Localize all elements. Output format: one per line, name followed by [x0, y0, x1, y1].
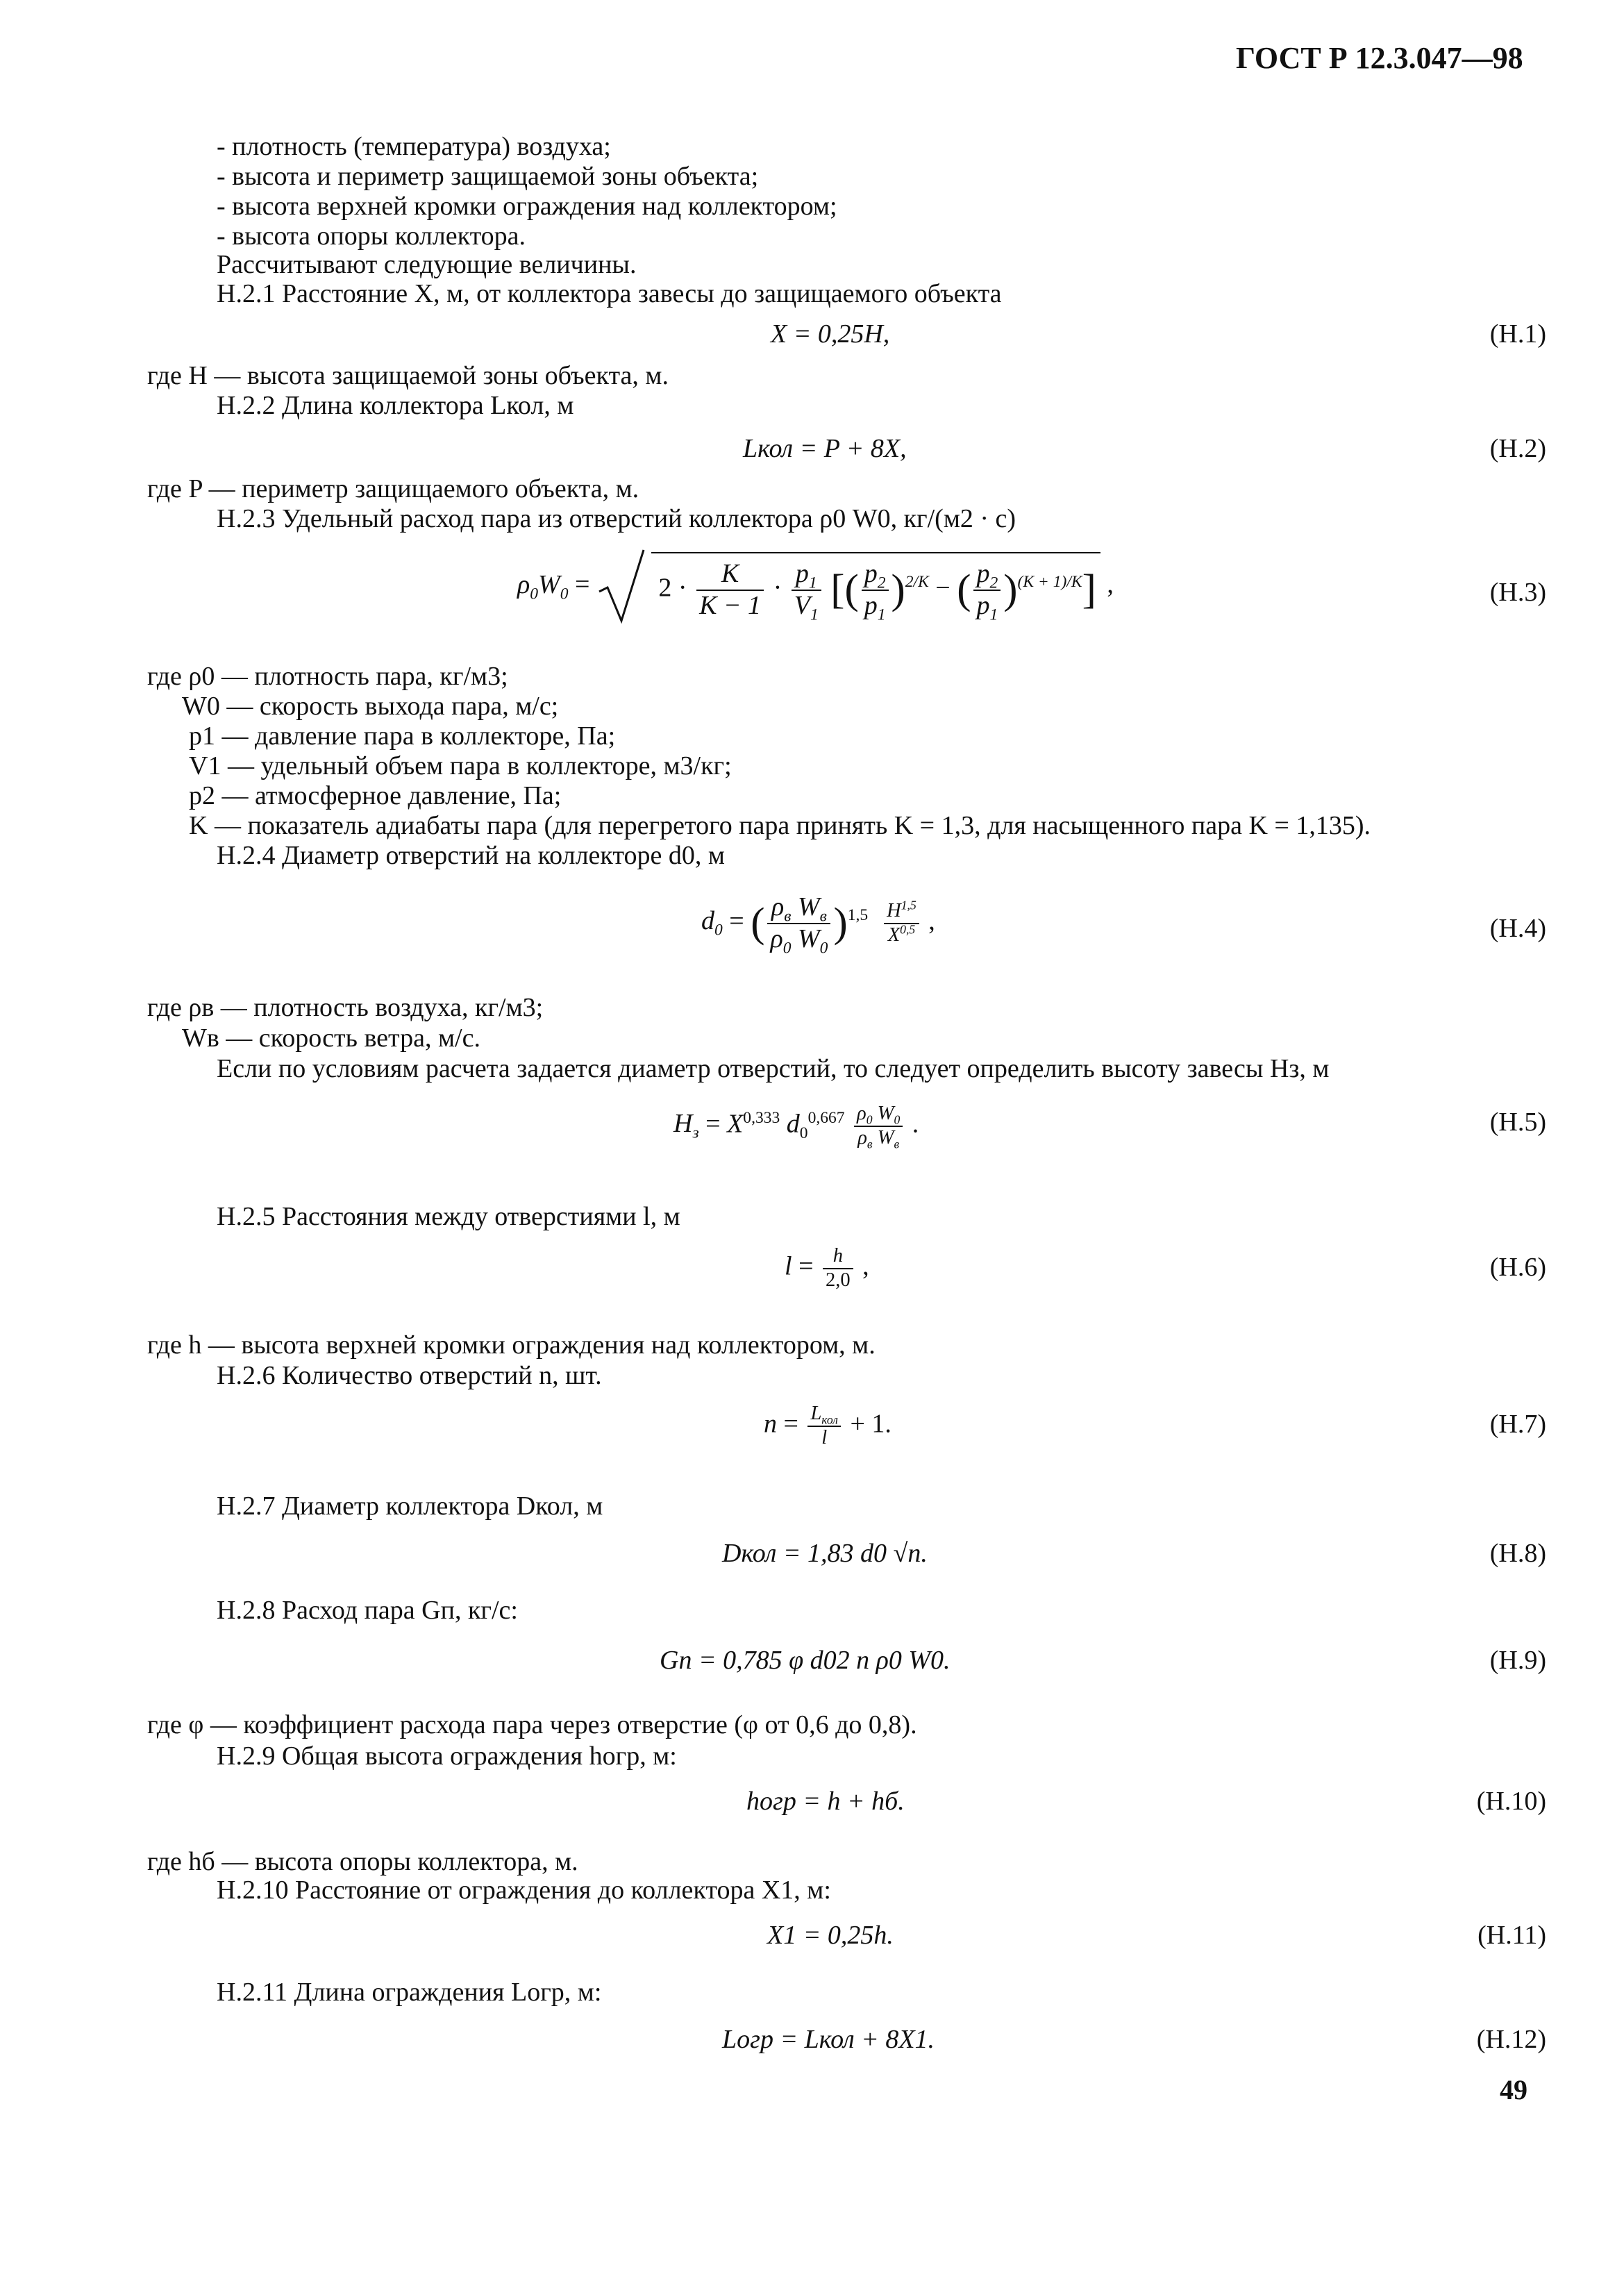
formula-h8: Dкол = 1,83 d0 √n. [722, 1539, 928, 1568]
section-heading: Н.2.2 Длина коллектора Lкол, м [217, 391, 574, 420]
definition: где hб — высота опоры коллектора, м. [147, 1847, 578, 1876]
formula-h6: l = $\frac{h}{2,0}$ , [785, 1245, 869, 1291]
section-heading: Н.2.5 Расстояния между отверстиями l, м [217, 1202, 680, 1231]
equation-number: (Н.6) [1489, 1253, 1546, 1282]
equation-number: (Н.8) [1489, 1539, 1546, 1568]
definition: Wв — скорость ветра, м/с. [182, 1024, 480, 1053]
definition: где P — периметр защищаемого объекта, м. [147, 474, 639, 503]
section-heading: Н.2.7 Диаметр коллектора Dкол, м [217, 1492, 603, 1521]
definition: где ρв — плотность воздуха, кг/м3; [147, 993, 544, 1022]
section-heading: Н.2.3 Удельный расход пара из отверстий коллектора ρ0 W0, кг/(м2 · с) [217, 504, 1016, 533]
definition: где H — высота защищаемой зоны объекта, м. [147, 361, 669, 390]
equation-number: (Н.1) [1489, 319, 1546, 349]
section-heading: Н.2.9 Общая высота ограждения hогр, м: [217, 1742, 677, 1771]
definition: где φ — коэффициент расхода пара через отверстие (φ от 0,6 до 0,8). [147, 1710, 917, 1739]
equation-number: (Н.7) [1489, 1410, 1546, 1439]
definition: p2 — атмосферное давление, Па; [189, 781, 562, 810]
equation-number: (Н.9) [1489, 1646, 1546, 1675]
formula-h4: $d_0$ = ( $\frac{\rho_в W_в}{\rho_0 W_0}$ )$^{1,5}$ $\frac{H^{1,5}}{X^{0,5}}$ , [701, 892, 935, 958]
formula-h7: n = $\frac{L_{кол}}{l}$ + 1. [764, 1403, 891, 1448]
document-header: ГОСТ Р 12.3.047—98 [1236, 41, 1523, 75]
paragraph: Если по условиям расчета задается диаметр отверстий, то следует определить высоту завесы Hз, м [217, 1054, 1330, 1083]
definition: p1 — давление пара в коллекторе, Па; [189, 721, 616, 751]
definition: где h — высота верхней кромки ограждения над коллектором, м. [147, 1330, 876, 1360]
definition: V1 — удельный объем пара в коллекторе, м3/кг; [189, 751, 732, 780]
formula-h5: $H_з = X^{0,333}$ $d_0^{0,667}$ $\frac{\rho_0 W_0}{\rho_в W_в}$ . [673, 1103, 919, 1151]
section-heading: Н.2.6 Количество отверстий n, шт. [217, 1361, 602, 1390]
equation-number: (Н.10) [1476, 1787, 1546, 1816]
list-item: - высота верхней кромки ограждения над коллектором; [217, 192, 837, 221]
list-item: - высота и периметр защищаемой зоны объекта; [217, 162, 759, 191]
list-item: - плотность (температура) воздуха; [217, 132, 611, 161]
formula-h10: hогр = h + hб. [746, 1787, 905, 1816]
equation-number: (Н.3) [1489, 578, 1546, 607]
page-number: 49 [1500, 2074, 1527, 2105]
paragraph: Рассчитывают следующие величины. [217, 250, 637, 279]
sqrt-sign: 2 · $\frac{K}{K - 1}$ · $\frac{p_1}{V_1}$ [( $\frac{p_2}{p_1}$ )$^{2/K}$ − ( $\frac{p_2}{p_1}$ )$^{(K + 1)/K}$] [596, 549, 1100, 625]
formula-h2: Lкол = P + 8X, [743, 434, 907, 463]
definition: K — показатель адиабаты пара (для перегретого пара принять K = 1,3, для насыщенного пара K = 1,135). [189, 811, 1371, 840]
formula-h12: Lогр = Lкол + 8X1. [722, 2025, 935, 2054]
equation-number: (Н.4) [1489, 914, 1546, 943]
equation-number: (Н.12) [1476, 2025, 1546, 2054]
list-item: - высота опоры коллектора. [217, 222, 526, 251]
equation-number: (Н.5) [1489, 1108, 1546, 1137]
formula-h9: Gп = 0,785 φ d02 n ρ0 W0. [660, 1646, 951, 1675]
section-heading: Н.2.4 Диаметр отверстий на коллекторе d0, м [217, 841, 725, 870]
section-heading: Н.2.10 Расстояние от ограждения до коллектора X1, м: [217, 1876, 831, 1905]
equation-number: (Н.2) [1489, 434, 1546, 463]
section-heading: Н.2.11 Длина ограждения Lогр, м: [217, 1978, 602, 2007]
section-heading: Н.2.8 Расход пара Gп, кг/с: [217, 1596, 518, 1625]
definition: W0 — скорость выхода пара, м/с; [182, 692, 559, 721]
formula-h3: $\rho_0W_0 = 2$ · $\frac{K}{K - 1}$ · $\frac{p_1}{V_1}$ [( $\frac{p_2}{p_1}$ )$^{2/K}$ − ( $\frac{p_2}{p_1}$ )$^{(K + 1)/K}$] , [517, 549, 1114, 625]
formula-h1: X = 0,25H, [771, 319, 890, 349]
definition: где ρ0 — плотность пара, кг/м3; [147, 662, 508, 691]
section-heading: Н.2.1 Расстояние X, м, от коллектора завесы до защищаемого объекта [217, 279, 1002, 308]
formula-h11: X1 = 0,25h. [767, 1921, 894, 1950]
equation-number: (Н.11) [1477, 1921, 1546, 1950]
